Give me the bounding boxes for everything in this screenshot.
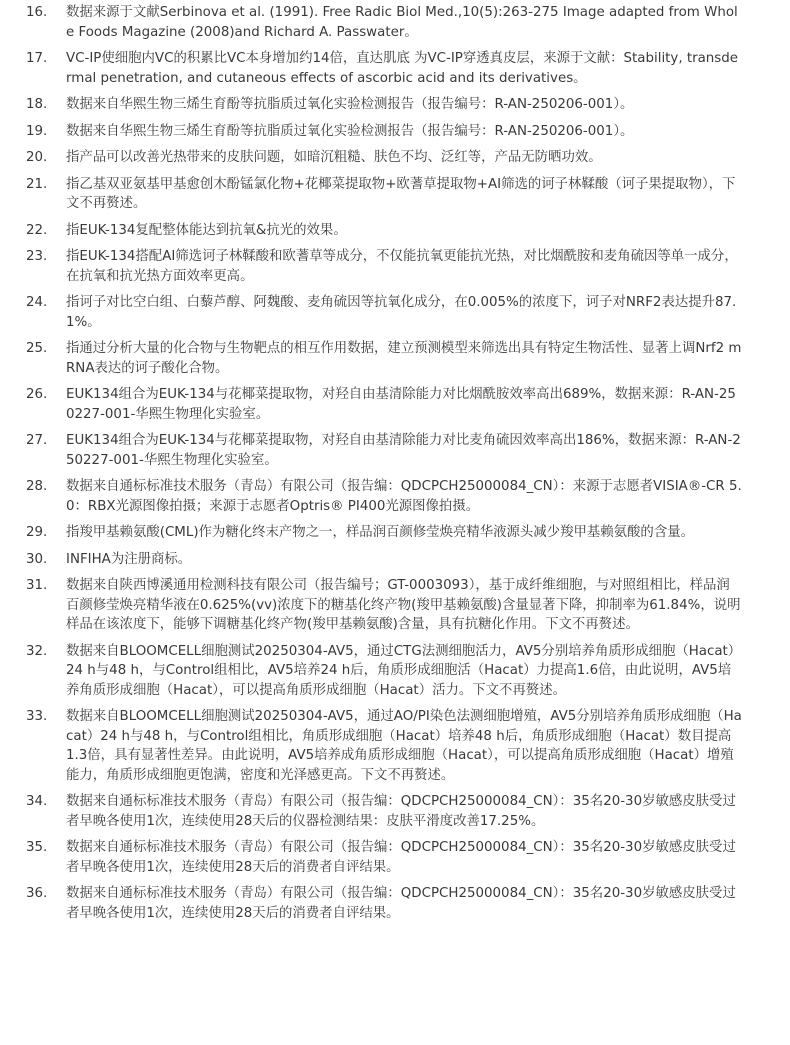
- footnote-number: 20.: [26, 150, 48, 165]
- footnote-number: 27.: [26, 433, 48, 448]
- footnote-36: [0, 884, 790, 923]
- footnote-17: [0, 49, 790, 88]
- footnote-number: 30.: [26, 551, 48, 567]
- footnote-text: EUK134组合为EUK-134与花椰菜提取物，对羟自由基清除能力对比烟酰胺效率高出689%，数据来源：R-AN-250227-001-华熙生物理化实验室。: [66, 387, 736, 422]
- footnote-number: 32.: [26, 643, 48, 659]
- footnote-number: 29.: [26, 525, 48, 540]
- footnote-text: 数据来自陕西博溪通用检测科技有限公司（报告编号；GT-0003093），基于成纤维细胞，与对照组相比，样品润百颜修莹焕亮精华液在0.625%(vv)浓度下的糖基化终产物(羧甲基赖氨酸)含量显著下降，抑制率为61.84%，说明样品在该浓度下，能够下调糖基化终产物(羧甲基赖氨酸)含量，具有抗糖化作用。下文不再赘述。: [66, 578, 741, 632]
- footnote-28: [0, 477, 790, 516]
- footnote-number: 28.: [26, 479, 48, 494]
- footnote-number: 18.: [26, 97, 48, 112]
- footnote-number: 17.: [26, 51, 48, 66]
- footnote-21: [0, 175, 790, 214]
- footnote-20: [0, 148, 790, 168]
- footnote-number: 31.: [26, 578, 48, 593]
- footnote-number: 24.: [26, 295, 48, 310]
- footnote-number: 26.: [26, 387, 48, 402]
- footnote-text: 数据来自通标标准技术服务（青岛）有限公司（报告编：QDCPCH25000084_CN）：35名20-30岁敏感皮肤受过者早晚各使用1次，连续使用28天后的仪器检测结果：皮肤平滑度改善17.25%。: [66, 794, 736, 829]
- footnote-19: [0, 122, 790, 142]
- footnote-27: [0, 431, 790, 470]
- footnote-35: [0, 838, 790, 877]
- footnote-31: [0, 576, 790, 635]
- footnote-text: EUK134组合为EUK-134与花椰菜提取物，对羟自由基清除能力对比麦角硫因效率高出186%，数据来源：R-AN-250227-001-华熙生物理化实验室。: [66, 433, 741, 468]
- footnote-text: 数据来自通标标准技术服务（青岛）有限公司（报告编：QDCPCH25000084_CN）：35名20-30岁敏感皮肤受过者早晚各使用1次，连续使用28天后的消费者自评结果。: [66, 840, 736, 875]
- footnote-text: 指产品可以改善光热带来的皮肤问题，如暗沉粗糙、肤色不均、泛红等，产品无防晒功效。: [66, 150, 602, 165]
- footnote-23: [0, 247, 790, 286]
- footnote-text: 数据来自华熙生物三烯生育酚等抗脂质过氧化实验检测报告（报告编号：R-AN-250206-001）。: [66, 97, 634, 112]
- footnote-16: [0, 3, 790, 42]
- footnote-text: 指EUK-134复配整体能达到抗氧&抗光的效果。: [66, 222, 347, 238]
- footnote-text: 数据来自BLOOMCELL细胞测试20250304-AV5，通过CTG法测细胞活力，AV5分别培养角质形成细胞（Hacat）24 h与48 h，与Control组相比，AV5培养24 h后，角质形成细胞活（Hacat）力提高1.6倍，由此说明，AV5培养角质形成细胞（Hacat），可以提高角质形成细胞（Hacat）活力。下文不再赘述。: [66, 643, 742, 698]
- footnote-29: [0, 523, 790, 543]
- footnote-34: [0, 792, 790, 831]
- footnote-number: 25.: [26, 341, 48, 356]
- footnote-22: [0, 221, 790, 241]
- footnote-24: [0, 293, 790, 332]
- footnotes-list: [0, 3, 790, 930]
- footnote-26: [0, 385, 790, 424]
- footnote-text: 指EUK-134搭配AI筛选诃子林鞣酸和欧蓍草等成分，不仅能抗氧更能抗光热，对比烟酰胺和麦角硫因等单一成分，在抗氧和抗光热方面效率更高。: [66, 249, 738, 284]
- footnote-18: [0, 95, 790, 115]
- footnote-number: 16.: [26, 5, 48, 20]
- footnote-text: 指诃子对比空白组、白藜芦醇、阿魏酸、麦角硫因等抗氧化成分，在0.005%的浓度下，诃子对NRF2表达提升87.1%。: [66, 295, 737, 330]
- footnote-number: 34.: [26, 794, 48, 809]
- footnote-text: 数据来自华熙生物三烯生育酚等抗脂质过氧化实验检测报告（报告编号：R-AN-250206-001）。: [66, 123, 634, 139]
- footnote-number: 36.: [26, 886, 48, 901]
- footnote-number: 23.: [26, 249, 48, 264]
- footnote-text: 数据来自BLOOMCELL细胞测试20250304-AV5，通过AO/PI染色法测细胞增殖，AV5分别培养角质形成细胞（Hacat）24 h与48 h，与Control组相比，角质形成细胞（Hacat）培养48 h后，角质形成细胞（Hacat）数目提高1.3倍，具有显著性差异。由此说明，AV5培养成角质形成细胞（Hacat），可以提高角质形成细胞（Hacat）增殖能力，角质形成细胞更饱满，密度和光泽感更高。下文不再赘述。: [66, 709, 742, 783]
- footnote-number: 21.: [26, 176, 48, 192]
- footnote-text: 数据来源于文献Serbinova et al. (1991). Free Radic Biol Med.,10(5):263-275 Image adapted from Whole Foods Magazine (2008)and Richard A. Passwater。: [66, 5, 738, 40]
- footnote-number: 35.: [26, 840, 48, 855]
- footnote-number: 19.: [26, 123, 48, 139]
- footnote-30: [0, 550, 790, 570]
- footnote-32: [0, 642, 790, 701]
- footnote-text: 数据来自通标标准技术服务（青岛）有限公司（报告编：QDCPCH25000084_CN）：35名20-30岁敏感皮肤受过者早晚各使用1次，连续使用28天后的消费者自评结果。: [66, 886, 736, 921]
- footnote-33: [0, 707, 790, 785]
- footnote-text: 指羧甲基赖氨酸(CML)作为糖化终末产物之一，样品润百颜修莹焕亮精华液源头减少羧甲基赖氨酸的含量。: [66, 525, 694, 540]
- footnote-text: 数据来自通标标准技术服务（青岛）有限公司（报告编：QDCPCH25000084_CN）：来源于志愿者VISIA®-CR 5.0：RBX光源图像拍摄；来源于志愿者Optris® PI400光源图像拍摄。: [66, 479, 742, 514]
- footnote-number: 33.: [26, 709, 48, 724]
- footnote-text: VC-IP使细胞内VC的积累比VC本身增加约14倍，直达肌底 为VC-IP穿透真皮层，来源于文献：Stability, transdermal penetration, and cutaneous effects of ascorbic acid and its derivatives。: [66, 51, 739, 86]
- footnote-number: 22.: [26, 222, 48, 238]
- footnote-25: [0, 339, 790, 378]
- footnote-text: 指通过分析大量的化合物与生物靶点的相互作用数据，建立预测模型来筛选出具有特定生物活性、显著上调Nrf2 mRNA表达的诃子酸化合物。: [66, 341, 742, 376]
- footnote-text: INFIHA为注册商标。: [66, 551, 192, 567]
- footnote-text: 指乙基双亚氨基甲基愈创木酚锰氯化物+花椰菜提取物+欧蓍草提取物+AI筛选的诃子林鞣酸（诃子果提取物），下文不再赘述。: [66, 176, 736, 211]
